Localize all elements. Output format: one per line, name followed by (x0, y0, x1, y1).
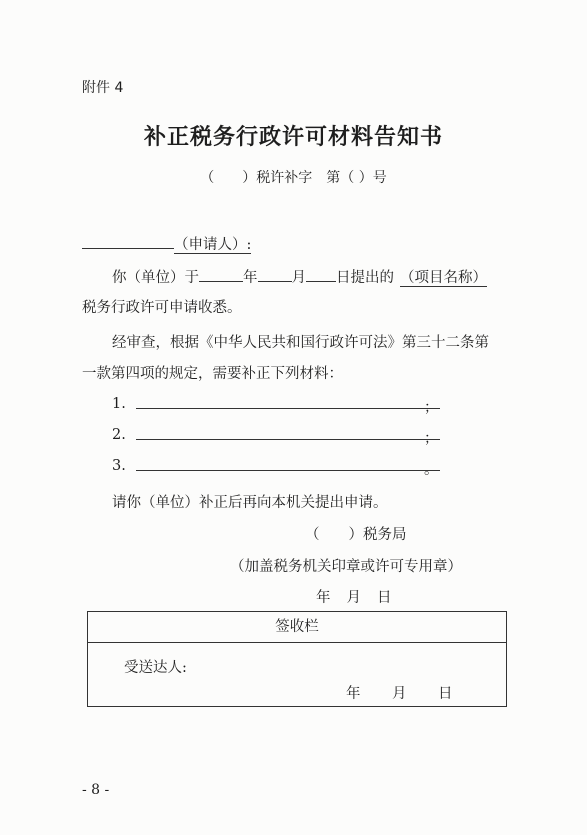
item-3-number: 3. (112, 458, 126, 474)
receipt-day: 日 (438, 686, 453, 702)
paragraph-2-line-1: 经审查，根据《中华人民共和国行政许可法》第三十二条第 (112, 335, 489, 351)
item-3-blank (136, 470, 440, 471)
attachment-label: 附件 4 (82, 80, 124, 96)
month-blank (258, 265, 292, 282)
document-number: （ ）税许补字 第（ ）号 (200, 170, 387, 186)
day-submitted-label: 日提出的 (336, 270, 394, 286)
item-1-end: ； (424, 400, 439, 416)
issue-day: 日 (377, 590, 392, 606)
recipient-label: 受送达人: (124, 660, 187, 676)
year-label: 年 (243, 270, 258, 286)
applicant-blank (82, 232, 174, 249)
applicant-line (82, 232, 251, 254)
year-blank (199, 265, 243, 282)
submitted-prefix: 你（单位）于 (112, 270, 199, 286)
receipt-box (87, 611, 507, 707)
project-name: （项目名称） (400, 270, 487, 286)
document-title: 补正税务行政许可材料告知书 (143, 124, 443, 150)
issue-year: 年 (316, 590, 331, 606)
issue-month: 月 (346, 590, 361, 606)
item-2-number: 2. (112, 427, 126, 443)
item-1-blank (136, 408, 440, 409)
receipt-month: 月 (392, 686, 407, 702)
request-text: 请你（单位）补正后再向本机关提出申请。 (112, 495, 388, 511)
issue-date (316, 586, 392, 607)
seal-note: （加盖税务机关印章或许可专用章） (230, 559, 462, 575)
receipt-header: 签收栏 (88, 612, 506, 643)
tax-bureau: （ ）税务局 (305, 527, 407, 543)
day-blank (306, 265, 336, 282)
receipt-year: 年 (346, 686, 361, 702)
paragraph-2-line-2: 一款第四项的规定，需要补正下列材料： (82, 366, 343, 382)
page-number: - 8 - (82, 782, 110, 798)
item-2-end: ； (424, 431, 439, 447)
month-label: 月 (291, 270, 306, 286)
item-3-end: 。 (424, 462, 439, 478)
paragraph-1-line-2: 税务行政许可申请收悉。 (82, 300, 242, 316)
item-1-number: 1. (112, 396, 126, 412)
paragraph-1-line-1 (112, 265, 487, 287)
applicant-label: （申请人）: (174, 237, 252, 253)
item-2-blank (136, 439, 440, 440)
